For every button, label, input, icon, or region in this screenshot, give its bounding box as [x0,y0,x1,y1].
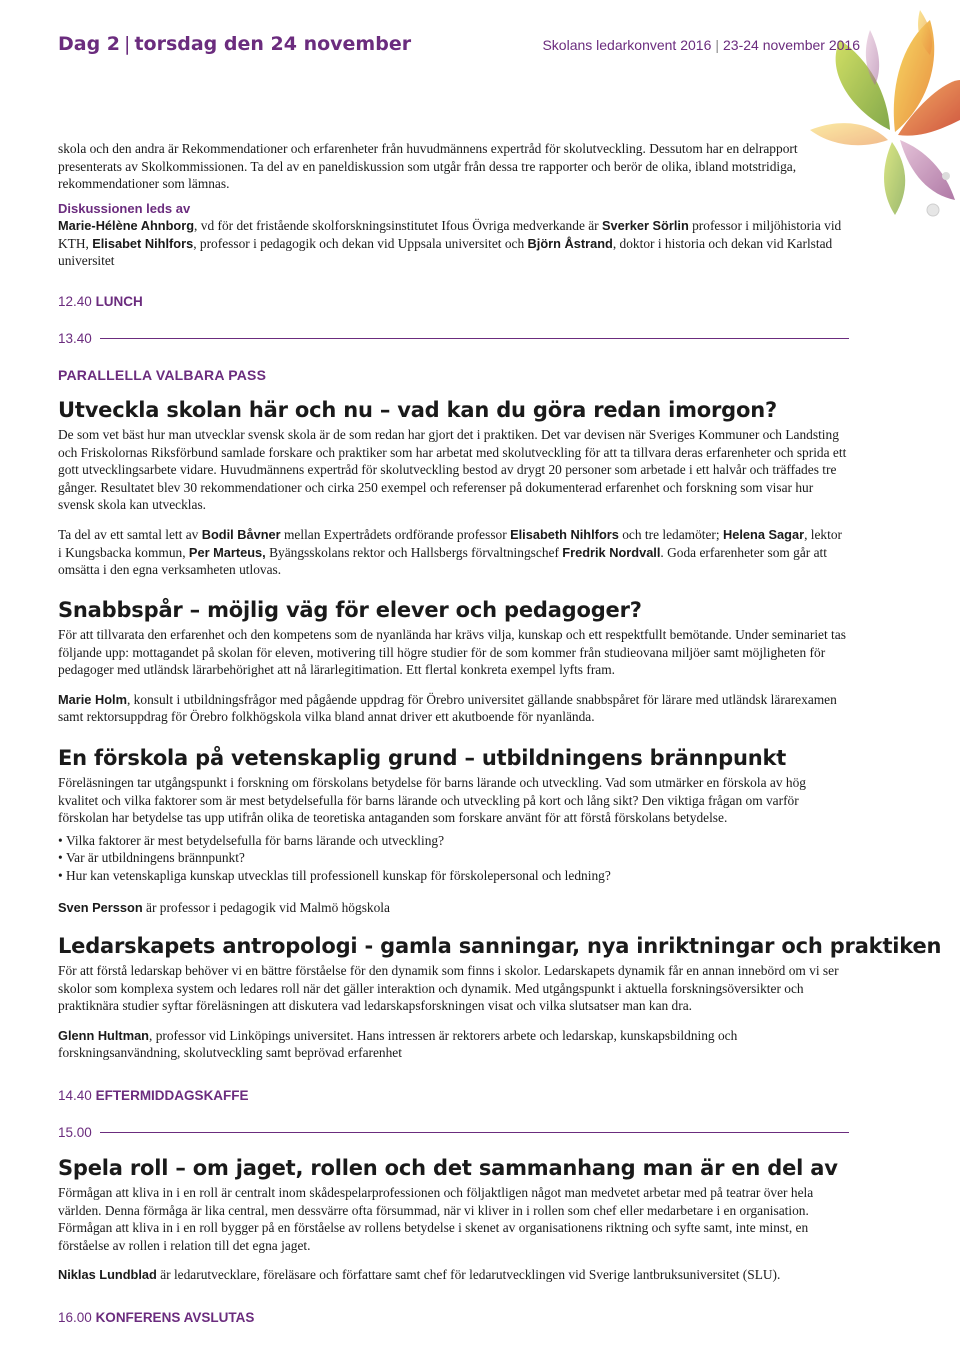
participant-name: Bodil Båvner [201,526,281,542]
time-divider-line [100,338,849,339]
session-title: Snabbspår – möjlig väg för elever och pedagoger? [58,598,642,622]
time-title: LUNCH [95,294,143,309]
session-description: Förmågan att kliva in i en roll är centralt inom skådespelarprofessionen och följaktligen något man medvetet arbetar med på teatrar över hela världen. Denna förmåga är lika central, men dessvärre ofta försummad, när vi kliver in i rollen som chef eller medarbetare i en organisation. Förmågan att kliva in i en roll bygger på en förståelse av rollens betydelse i skenet av organisationens riktning och syfte samt, inte minst, en förståelse av rollen i relation till det egna jaget. [58,1185,814,1253]
session-description: För att tillvarata den erfarenhet och den kompetens som de nyanlända har krävs vilja, kunskap och ett respektfullt bemötande. Under seminariet tas följande upp: mottagandet på skolan för eleven, motivering till högre studier för de som kommer från studieovana miljöer samt möjligheten för pedagoger med utländsk lärarbehörighet att nå lärarlegitimation. Ett flertal konkreta exempel lyfts fram. [58,627,846,678]
discussion-paragraph: Marie-Hélène Ahnborg, vd för det fristående skolforskningsinstitutet Ifous Övriga medverkande är Sverker Sörlin professor i miljöhistoria vid KTH, Elisabet Nihlfors, professor i pedagogik och dekan vid Uppsala universitet och Björn Åstrand, doktor i historia och dekan vid Karlstad universitet [58,218,842,269]
leader-name: Marie-Hélène Ahnborg [58,218,195,233]
session-title: En förskola på vetenskaplig grund – utbildningens brännpunkt [58,746,787,770]
session-speaker: Marie Holm, konsult i utbildningsfrågor med pågående uppdrag för Örebro universitet gällande snabbspåret för lärare med utländsk lärarexamen samt rektorsuppdrag för Örebro folkhögskola vilka bland annat driver ett akutboende för nyanlända. [58,691,837,725]
event-divider: | [715,37,719,53]
intro-paragraph: skola och den andra är Rekommendationer och erfarenheter från huvudmännens expertråd för skolutveckling. Dessutom har en delrapport presenterats av Skolkommissionen. Ta del av en paneldiskussion som utgår från dessa tre rapporter och berör de olika, ibland motstridiga, rekommendationer som lämnas. [58,141,798,192]
session-participants: Ta del av ett samtal lett av Bodil Båvner mellan Expertrådets ordförande professor Elisabeth Nihlfors och tre ledamöter; Helena Sagar, lektor i Kungsbacka kommun, Per Marteus, Byängsskolans rektor och Hallsbergs förvaltningschef Fredrik Nordvall. Goda erfarenheter som går att omsätta i den egna verksamheten utlovas. [58,526,842,578]
participant-name: Helena Sagar [722,526,805,542]
speaker-name: Glenn Hultman [58,1027,150,1043]
participant-name: Elisabeth Nihlfors [510,526,619,542]
header-divider: | [124,33,131,55]
list-item: • Hur kan vetenskapliga kunskap utvecklas till professionell kunskap för förskolepersonal och ledning? [58,867,848,885]
event-dates: 23-24 november 2016 [723,37,860,53]
parallel-sessions-label: PARALLELLA VALBARA PASS [58,367,267,383]
session-forskola [58,746,848,916]
intro-section [58,140,848,193]
question-list [58,832,848,885]
time-title: KONFERENS AVSLUTAS [95,1310,255,1325]
time-value: 16.00 [58,1310,92,1325]
participant-name: Fredrik Nordvall [562,544,661,560]
event-heading [542,37,860,53]
session-title: Ledarskapets antropologi - gamla sanningar, nya inriktningar och praktiken [58,934,942,958]
session-description: Föreläsningen tar utgångspunkt i forskning om förskolans betydelse för barns lärande och utveckling. Vad som utmärker en förskola av hög kvalitet och vilka faktorer som är mest betydelsefulla för barns lärande och utveckling på kort och lång sikt? Den viktiga frågan om varför förskolan har betydelse tas upp utifrån olika de teoretiska antaganden som forskare använt för att förstå förskolans betydelse. [58,775,806,826]
day-label: Dag 2 [58,33,121,55]
session-ledarskap [58,934,942,1062]
page-header [58,33,860,63]
time-title: EFTERMIDDAGSKAFFE [95,1088,249,1103]
session-title: Utveckla skolan här och nu – vad kan du göra redan imorgon? [58,398,777,422]
participant-name: Elisabet Nihlfors [92,235,194,251]
participant-name: Per Marteus, [188,544,266,560]
session-utveckla [58,398,848,579]
session-snabbspar [58,598,848,726]
time-value: 14.40 [58,1088,92,1103]
list-item: • Vilka faktorer är mest betydelsefulla för barns lärande och utveckling? [58,832,848,850]
time-value: 15.00 [58,1125,92,1140]
session-spela-roll [58,1156,848,1284]
discussion-section [58,201,848,270]
participant-name: Björn Åstrand [527,235,613,251]
end-time-entry [58,1310,848,1325]
participant-name: Sverker Sörlin [601,218,689,233]
event-name: Skolans ledarkonvent 2016 [542,37,712,53]
session-speaker: Sven Persson är professor i pedagogik vid Malmö högskola [58,899,390,915]
session-title: Spela roll – om jaget, rollen och det sammanhang man är en del av [58,1156,838,1180]
time-value: 12.40 [58,294,92,309]
session-speaker: Niklas Lundblad är ledarutvecklare, föreläsare och författare samt chef för ledarutvecklingen vid Sverige lantbruksuniversitet (SLU). [58,1267,781,1283]
time-value: 13.40 [58,331,92,346]
coffee-time-entry [58,1088,848,1103]
session-description: De som vet bäst hur man utvecklar svensk skola är de som redan har gjort det i praktiken. Det var devisen när Sveriges Kommuner och Landsting och Friskolornas Riksförbund samlade forskare och praktiker som har arbetat med skolutveckling för att ta tillvara deras erfarenheter och sprida ett gott utvecklingsarbete vidare. Huvudmännens expertråd för skolutveckling bestod av drygt 20 personer som arbetade i ett halvår och träffades tre gånger. Resultatet blev 30 rekommendationer och cirka 250 exempel och referenser på dokumenterad erfarenhet och forskning som visar hur svensk skola kan utvecklas. [58,427,847,513]
list-item: • Var är utbildningens brännpunkt? [58,849,848,867]
speaker-name: Niklas Lundblad [58,1267,157,1283]
session-speaker: Glenn Hultman, professor vid Linköpings universitet. Hans intressen är rektorers arbete och ledarskap, kunskapsbildning och forskningsanvändning, skolutveckling samt beprövad erfarenhet [58,1027,738,1061]
date-label: torsdag den 24 november [134,33,412,55]
session-description: För att förstå ledarskap behöver vi en bättre förståelse för den dynamik som finns i skolor. Ledarskapets dynamik får en annan innebörd om vi ser skolor som komplexa system och ledares roll när det gäller interaktion och dynamik. Med utgångspunkt i aktuella forskningsöversikter och praktiknära studier syftar föreläsningen att diskutera vad ledarskapsforskningen visat och vilka slutsatser man kan dra. [58,963,839,1014]
discussion-label: Diskussionen leds av [58,201,191,216]
speaker-name: Marie Holm [58,691,127,707]
lunch-time-entry [58,294,848,309]
day-heading [58,33,411,55]
time-divider-line [100,1132,849,1133]
speaker-name: Sven Persson [58,899,143,915]
